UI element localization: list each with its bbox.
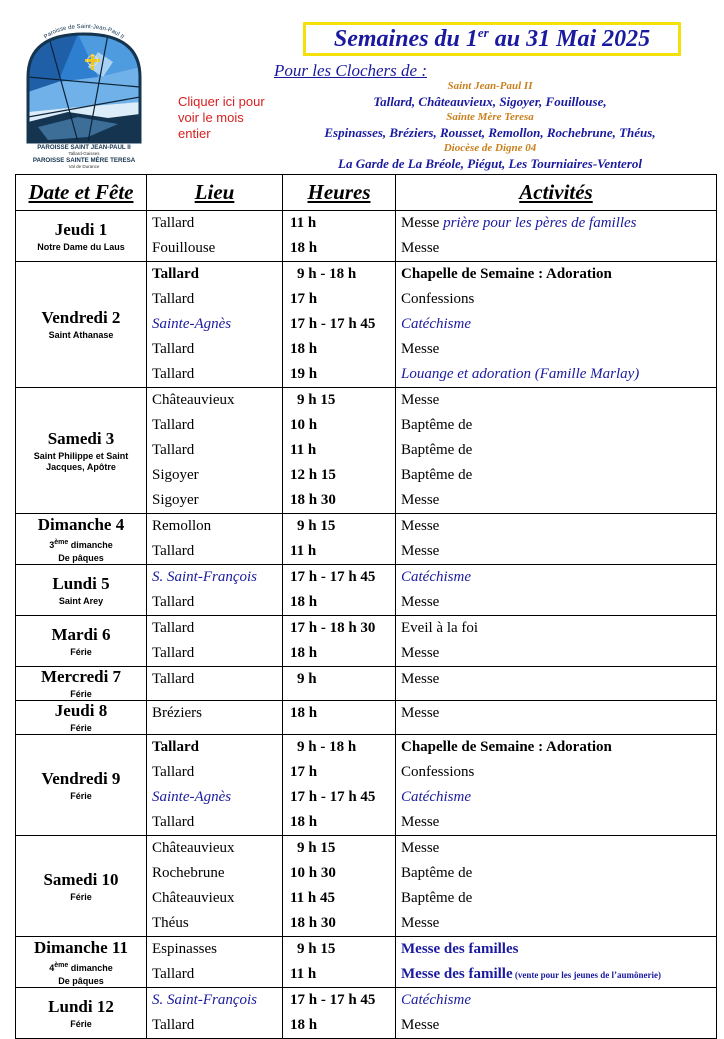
clocher-line: La Garde de La Bréole, Piégut, Les Tourniaires-Venterol <box>338 156 642 171</box>
title-box <box>303 22 681 56</box>
lieu-cell <box>147 565 283 616</box>
heures-cell <box>283 735 396 836</box>
subtitle: Pour les Clochers de : <box>274 61 427 80</box>
activite-text: Messe <box>401 814 440 830</box>
feast-text: Notre Dame du Laus <box>37 241 125 252</box>
lieu-text: Tallard <box>152 291 195 307</box>
feast-text: Férie <box>70 689 92 699</box>
lieu-text: Théus <box>152 915 189 931</box>
feast-text: Saint Philippe et Saint Jacques, Apôtre <box>33 450 129 472</box>
lieu-text: Tallard <box>152 1017 195 1033</box>
activite-text: Messe <box>401 840 440 856</box>
day-name: Dimanche 4 <box>37 514 125 534</box>
heure-text: 9 h 15 <box>297 518 336 534</box>
date-cell <box>16 735 147 836</box>
activite-line <box>396 539 716 564</box>
page-title: Semaines du 1er au 31 Mai 2025 <box>333 25 651 52</box>
activite-line <box>396 312 716 337</box>
activite-line <box>396 760 716 785</box>
lieu-cell <box>147 836 283 937</box>
activites-cell <box>396 388 717 514</box>
heure-text: 9 h 15 <box>297 941 336 957</box>
lieu-text: Rochebrune <box>152 865 225 881</box>
activite-line <box>396 886 716 911</box>
heures-cell <box>283 836 396 937</box>
feast-name <box>16 242 146 253</box>
day-name: Lundi 12 <box>48 996 114 1016</box>
heure-text: 9 h <box>297 671 317 687</box>
activite-line <box>396 488 716 513</box>
heure-text: 10 h 30 <box>290 865 336 881</box>
heure-text: 12 h 15 <box>290 467 336 483</box>
heures-cell <box>283 937 396 988</box>
day-name: Lundi 5 <box>52 573 110 593</box>
lieu-text: S. Saint-François <box>152 569 257 585</box>
activites-cell <box>396 565 717 616</box>
feast-name <box>16 689 146 700</box>
logo-line-2: Tallard-Gaisses <box>68 151 100 156</box>
activites-cell <box>396 262 717 388</box>
activite-text: Confessions <box>401 291 475 307</box>
heure-text: 18 h <box>290 594 318 610</box>
lieu-text: Tallard <box>152 814 195 830</box>
heures-cell <box>283 514 396 565</box>
activite-text: Louange et adoration (Famille Marlay) <box>401 366 640 382</box>
feast-name <box>16 791 146 802</box>
heure-text: 11 h <box>290 215 317 231</box>
date-cell <box>16 616 147 667</box>
activite-text: Messe des familles <box>401 941 519 957</box>
feast-text: dimanche <box>68 539 113 550</box>
lieu-text: Tallard <box>152 671 195 687</box>
lieu-text: Tallard <box>152 543 195 559</box>
feast-name <box>16 596 146 607</box>
activite-line <box>396 211 716 236</box>
lieu-cell <box>147 514 283 565</box>
activite-text: Messe <box>401 1017 440 1033</box>
activite-text: Messe <box>401 671 440 687</box>
activite-text: Messe <box>401 705 440 721</box>
feast-number: 3 <box>49 539 55 550</box>
logo-arc-text: Paroisse de Saint-Jean-Paul II <box>43 23 125 41</box>
heure-text: 17 h - 17 h 45 <box>290 316 376 332</box>
clocher-line: Diocèse de Digne 04 <box>443 142 537 154</box>
heure-text: 18 h 30 <box>290 915 336 931</box>
feast-name <box>16 537 146 551</box>
day-row <box>16 701 717 735</box>
clocher-line: Espinasses, Bréziers, Rousset, Remollon, Rochebrune, Théus, <box>324 125 656 140</box>
feast-name <box>16 960 146 974</box>
activite-text: Messe <box>401 543 440 559</box>
activites-cell <box>396 836 717 937</box>
lieu-text: Sainte-Agnès <box>152 789 232 805</box>
activite-text: Baptême de <box>401 442 473 458</box>
date-cell <box>16 262 147 388</box>
clocher-line: Sainte Mère Teresa <box>446 111 534 123</box>
date-cell <box>16 211 147 262</box>
lieu-text: Tallard <box>152 739 199 755</box>
activite-text: Catéchisme <box>401 789 471 805</box>
activite-line <box>396 616 716 641</box>
logo-line-3: PAROISSE SAINTE MÈRE TERESA <box>32 157 136 164</box>
lieu-text: Sainte-Agnès <box>152 316 232 332</box>
day-row <box>16 616 717 667</box>
activites-cell <box>396 735 717 836</box>
activite-text: Eveil à la foi <box>401 620 479 636</box>
lieu-text: Tallard <box>152 594 195 610</box>
day-row <box>16 262 717 388</box>
lieu-text: Espinasses <box>152 941 217 957</box>
feast-text: Férie <box>70 646 92 657</box>
activite-text: Baptême de <box>401 417 473 433</box>
heure-text: 18 h <box>290 705 318 721</box>
activite-line <box>396 463 716 488</box>
heures-cell <box>283 667 396 701</box>
activite-line <box>396 590 716 615</box>
feast-name <box>16 892 146 903</box>
activite-line <box>396 236 716 261</box>
feast-text: dimanche <box>68 962 113 973</box>
activite-text: Baptême de <box>401 865 473 881</box>
activite-line <box>396 988 716 1013</box>
activite-text: Messe des famille <box>401 966 513 982</box>
lieu-text: Tallard <box>152 266 199 282</box>
activites-cell <box>396 211 717 262</box>
activite-text: Messe <box>401 915 440 931</box>
activite-text: Messe <box>401 492 440 508</box>
activites-cell <box>396 667 717 701</box>
lieu-cell <box>147 616 283 667</box>
activite-text: Catéchisme <box>401 316 471 332</box>
day-row <box>16 565 717 616</box>
heure-text: 11 h <box>290 966 317 982</box>
heures-cell <box>283 388 396 514</box>
activite-line <box>396 641 716 666</box>
heure-text: 18 h <box>290 814 318 830</box>
heure-text: 18 h <box>290 1017 318 1033</box>
feast-text: Férie <box>70 790 92 801</box>
header-lieu: Lieu <box>147 175 283 211</box>
activite-text: Messe <box>401 645 440 661</box>
feast-name <box>16 1019 146 1030</box>
activite-line <box>396 362 716 387</box>
lieu-cell <box>147 388 283 514</box>
feast-suffix: ème <box>54 538 69 546</box>
logo-line-4: Val de Durance <box>68 164 100 169</box>
activite-text: Messe <box>401 215 444 231</box>
day-name: Vendredi 2 <box>41 308 121 327</box>
heures-cell <box>283 616 396 667</box>
activite-line <box>396 785 716 810</box>
day-row <box>16 937 717 988</box>
clocher-line: Tallard, Châteauvieux, Sigoyer, Fouillouse, <box>373 94 607 109</box>
heures-cell <box>283 988 396 1039</box>
stained-glass-icon <box>18 22 150 172</box>
activite-line <box>396 735 716 760</box>
activite-line <box>396 413 716 438</box>
lieu-cell <box>147 701 283 735</box>
feast-number: 4 <box>49 962 55 973</box>
activite-line <box>396 701 716 726</box>
lieu-cell <box>147 937 283 988</box>
activite-text: Messe <box>401 594 440 610</box>
lieu-text: Fouillouse <box>152 240 216 256</box>
activite-text: Messe <box>401 341 440 357</box>
feast-name <box>16 723 146 734</box>
clocher-line: Saint Jean-Paul II <box>447 80 533 92</box>
activite-line <box>396 667 716 692</box>
heure-text: 18 h <box>290 645 318 661</box>
day-row <box>16 667 717 701</box>
lieu-text: Tallard <box>152 215 195 231</box>
lieu-cell <box>147 988 283 1039</box>
heure-text: 9 h - 18 h <box>297 266 357 282</box>
parish-logo <box>18 22 150 172</box>
heure-text: 17 h - 17 h 45 <box>290 992 376 1008</box>
feast-name-2: De pâques <box>58 552 104 563</box>
lieu-text: Tallard <box>152 341 195 357</box>
heure-text: 17 h - 18 h 30 <box>290 620 376 636</box>
activite-line <box>396 861 716 886</box>
day-name: Vendredi 9 <box>41 768 121 788</box>
heure-text: 9 h - 18 h <box>297 739 357 755</box>
activite-text: Catéchisme <box>401 569 471 585</box>
heure-text: 19 h <box>290 366 318 382</box>
feast-name <box>16 647 146 658</box>
activite-line <box>396 337 716 362</box>
lieu-text: Tallard <box>152 645 195 661</box>
lieu-text: Tallard <box>152 442 195 458</box>
activite-line <box>396 514 716 539</box>
lieu-text: Sigoyer <box>152 492 199 508</box>
activite-text: Confessions <box>401 764 475 780</box>
lieu-text: Tallard <box>152 764 195 780</box>
lieu-text: Remollon <box>152 518 212 534</box>
lieu-text: Bréziers <box>152 705 202 721</box>
day-name: Samedi 3 <box>47 428 115 448</box>
lieu-text: Châteauvieux <box>152 840 235 856</box>
activite-text: Messe <box>401 240 440 256</box>
activite-line <box>396 1013 716 1038</box>
heure-text: 11 h 45 <box>290 890 336 906</box>
activites-cell <box>396 988 717 1039</box>
activite-line <box>396 262 716 287</box>
activite-line <box>396 565 716 590</box>
heures-cell <box>283 565 396 616</box>
day-name: Mercredi 7 <box>40 667 122 686</box>
date-cell <box>16 388 147 514</box>
date-cell <box>16 836 147 937</box>
activite-line <box>396 937 716 962</box>
day-name: Mardi 6 <box>51 624 111 644</box>
schedule-table <box>15 174 717 1039</box>
feast-suffix: ème <box>54 961 69 969</box>
table-header-row <box>16 175 717 211</box>
feast-text: Férie <box>70 1018 92 1029</box>
activite-line <box>396 836 716 861</box>
lieu-text: S. Saint-François <box>152 992 257 1008</box>
day-row <box>16 388 717 514</box>
activite-text: Chapelle de Semaine : Adoration <box>401 266 612 282</box>
date-cell <box>16 937 147 988</box>
heure-text: 17 h <box>290 764 318 780</box>
heure-text: 17 h - 17 h 45 <box>290 569 376 585</box>
lieu-text: Tallard <box>152 417 195 433</box>
activite-line <box>396 911 716 936</box>
activite-text: Baptême de <box>401 467 473 483</box>
lieu-cell <box>147 667 283 701</box>
activite-text: Catéchisme <box>401 992 471 1008</box>
activite-line <box>396 810 716 835</box>
heures-cell <box>283 701 396 735</box>
day-row <box>16 988 717 1039</box>
day-row <box>16 514 717 565</box>
heure-text: 11 h <box>290 543 317 559</box>
heure-text: 17 h - 17 h 45 <box>290 789 376 805</box>
date-cell <box>16 988 147 1039</box>
day-name: Jeudi 8 <box>54 701 108 720</box>
day-row <box>16 211 717 262</box>
heure-text: 9 h 15 <box>297 392 336 408</box>
activites-cell <box>396 616 717 667</box>
lieu-cell <box>147 735 283 836</box>
lieu-text: Tallard <box>152 620 195 636</box>
logo-line-1: PAROISSE SAINT JEAN-PAUL II <box>37 144 131 151</box>
date-cell <box>16 565 147 616</box>
heures-cell <box>283 262 396 388</box>
date-cell <box>16 701 147 735</box>
lieu-text: Châteauvieux <box>152 890 235 906</box>
activite-text: Chapelle de Semaine : Adoration <box>401 739 612 755</box>
lieu-text: Sigoyer <box>152 467 199 483</box>
heure-text: 18 h <box>290 341 318 357</box>
day-name: Jeudi 1 <box>54 219 108 239</box>
activite-line <box>396 962 716 987</box>
header-date: Date et Fête <box>16 175 147 211</box>
day-row <box>16 836 717 937</box>
heure-text: 17 h <box>290 291 318 307</box>
header-heures: Heures <box>283 175 396 211</box>
date-cell <box>16 514 147 565</box>
heures-cell <box>283 211 396 262</box>
day-name: Dimanche 11 <box>34 937 128 957</box>
feast-text: Saint Athanase <box>48 330 114 340</box>
feast-text: Férie <box>70 723 92 733</box>
activite-line <box>396 438 716 463</box>
lieu-text: Tallard <box>152 366 195 382</box>
activite-text: Messe <box>401 392 440 408</box>
activites-cell <box>396 701 717 735</box>
day-name: Samedi 10 <box>43 869 119 889</box>
lieu-text: Châteauvieux <box>152 392 235 408</box>
activite-line <box>396 388 716 413</box>
feast-name <box>16 451 146 473</box>
activite-extra: prière pour les pères de familles <box>443 215 637 231</box>
activite-note: (vente pour les jeunes de l’aumônerie) <box>512 970 661 980</box>
activite-text: Messe <box>401 518 440 534</box>
feast-text: Saint Arey <box>58 595 104 606</box>
lieu-text: Tallard <box>152 966 195 982</box>
feast-name-2: De pâques <box>58 975 104 986</box>
heure-text: 9 h 15 <box>297 840 336 856</box>
activites-cell <box>396 937 717 988</box>
lieu-cell <box>147 211 283 262</box>
view-month-link[interactable]: Cliquer ici pour voir le mois entier <box>178 94 265 141</box>
date-cell <box>16 667 147 701</box>
activite-text: Baptême de <box>401 890 473 906</box>
activites-cell <box>396 514 717 565</box>
activite-line <box>396 287 716 312</box>
heure-text: 18 h 30 <box>290 492 336 508</box>
day-row <box>16 735 717 836</box>
heure-text: 10 h <box>290 417 318 433</box>
lieu-cell <box>147 262 283 388</box>
heure-text: 11 h <box>290 442 317 458</box>
feast-text: Férie <box>70 891 92 902</box>
header-activites: Activités <box>396 175 717 211</box>
heure-text: 18 h <box>290 240 318 256</box>
feast-name <box>16 330 146 341</box>
